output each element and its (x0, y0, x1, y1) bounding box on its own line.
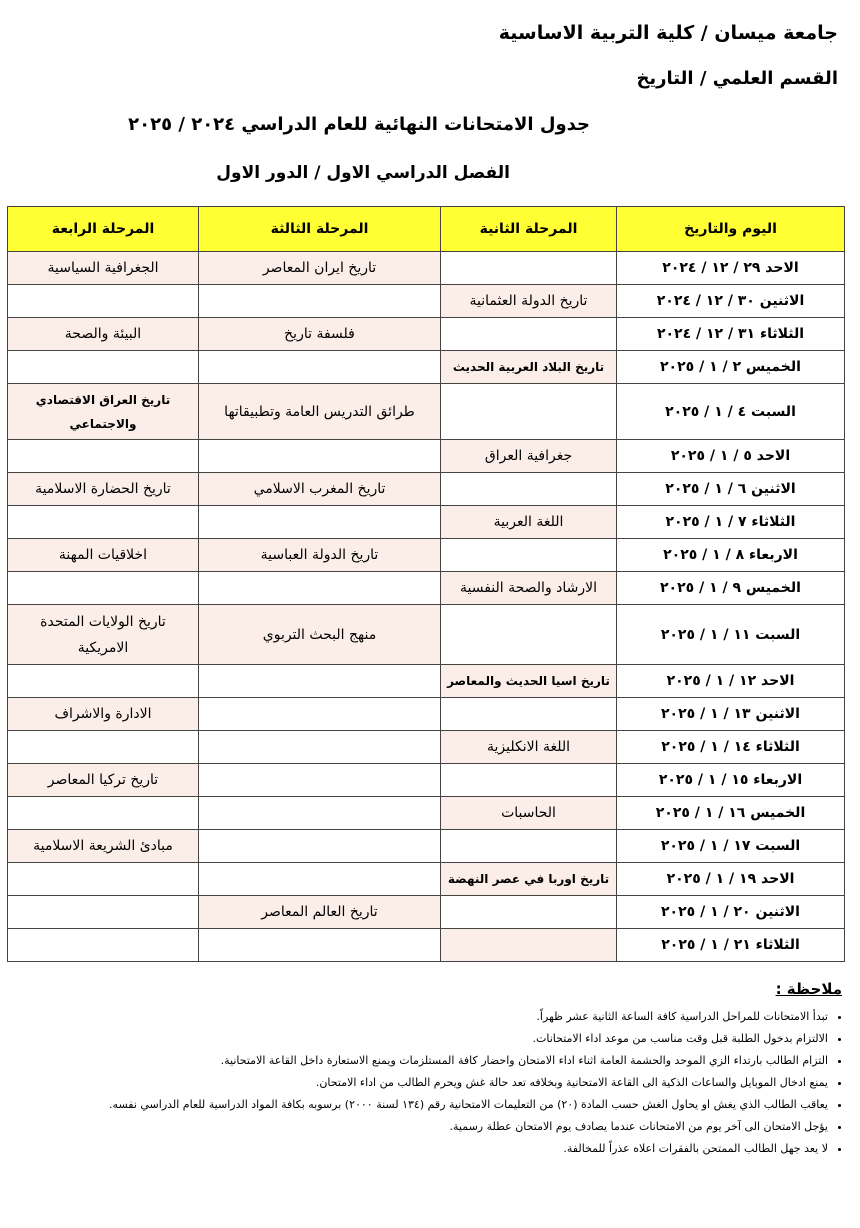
stage-3-cell: تاريخ المغرب الاسلامي (199, 473, 441, 506)
note-item: • التزام الطالب بارتداء الزي الموحد والحشمة العامة اثناء اداء الامتحان واحضار كافة المستلزمات ويمنع الاستعارة داخل القاعة الامتحانية. (16, 1050, 828, 1072)
stage-3-cell (199, 764, 441, 797)
day-cell: الاحد ٢٩ / ١٢ / ٢٠٢٤ (617, 252, 845, 285)
stage-4-cell (8, 929, 199, 962)
stage-2-cell (441, 384, 617, 440)
note-item: • يمنع ادخال الموبايل والساعات الذكية الى القاعة الامتحانية وبخلافه تعد حالة غش ويحرم الطالب من اداء الامتحان. (16, 1072, 828, 1094)
day-cell: الاثنين ٦ / ١ / ٢٠٢٥ (617, 473, 845, 506)
day-cell: الاربعاء ٨ / ١ / ٢٠٢٥ (617, 539, 845, 572)
stage-2-cell: تاريخ اوربا في عصر النهضة (441, 863, 617, 896)
notes-title: ملاحظة : (775, 980, 842, 998)
stage-2-cell: تاريخ البلاد العربية الحديث (441, 351, 617, 384)
stage-4-cell (8, 797, 199, 830)
stage-2-cell: اللغة الانكليزية (441, 731, 617, 764)
table-row (8, 731, 845, 764)
stage-4-cell (8, 440, 199, 473)
day-cell: الاحد ٥ / ١ / ٢٠٢٥ (617, 440, 845, 473)
stage-3-cell: تاريخ العالم المعاصر (199, 896, 441, 929)
table-row (8, 506, 845, 539)
column-header-stage-4: المرحلة الرابعة (8, 207, 199, 252)
table-row (8, 285, 845, 318)
stage-2-cell: الحاسبات (441, 797, 617, 830)
stage-2-cell (441, 252, 617, 285)
page-title: جدول الامتحانات النهائية للعام الدراسي ٢٠٢٤ / ٢٠٢٥ (128, 114, 590, 135)
day-cell: السبت ٤ / ١ / ٢٠٢٥ (617, 384, 845, 440)
stage-3-cell: تاريخ الدولة العباسية (199, 539, 441, 572)
day-cell: الثلاثاء ١٤ / ١ / ٢٠٢٥ (617, 731, 845, 764)
day-cell: الاربعاء ١٥ / ١ / ٢٠٢٥ (617, 764, 845, 797)
table-row (8, 929, 845, 962)
stage-2-cell (441, 896, 617, 929)
stage-2-cell (441, 929, 617, 962)
stage-2-cell: تاريخ الدولة العثمانية (441, 285, 617, 318)
stage-3-cell (199, 440, 441, 473)
stage-4-cell (8, 506, 199, 539)
stage-4-cell: تاريخ الحضارة الاسلامية (8, 473, 199, 506)
stage-4-cell: البيئة والصحة (8, 318, 199, 351)
stage-2-cell: الارشاد والصحة النفسية (441, 572, 617, 605)
day-cell: الاثنين ١٣ / ١ / ٢٠٢٥ (617, 698, 845, 731)
stage-2-cell (441, 830, 617, 863)
stage-2-cell (441, 473, 617, 506)
note-item: • الالتزام بدخول الطلبة قبل وقت مناسب من موعد اداء الامتحانات. (16, 1028, 828, 1050)
table-row (8, 764, 845, 797)
stage-3-cell (199, 665, 441, 698)
department-heading: القسم العلمي / التاريخ (636, 68, 838, 89)
stage-3-cell (199, 797, 441, 830)
stage-4-cell (8, 351, 199, 384)
table-row (8, 797, 845, 830)
stage-4-cell: الجغرافية السياسية (8, 252, 199, 285)
stage-4-cell: مبادئ الشريعة الاسلامية (8, 830, 199, 863)
table-header-row (8, 207, 845, 252)
day-cell: الاحد ١٩ / ١ / ٢٠٢٥ (617, 863, 845, 896)
table-row (8, 318, 845, 351)
column-header-stage-3: المرحلة الثالثة (199, 207, 441, 252)
table-row (8, 605, 845, 665)
day-cell: السبت ١١ / ١ / ٢٠٢٥ (617, 605, 845, 665)
stage-2-cell: تاريخ اسيا الحديث والمعاصر (441, 665, 617, 698)
table-row (8, 440, 845, 473)
stage-3-cell (199, 506, 441, 539)
stage-3-cell (199, 698, 441, 731)
stage-3-cell (199, 731, 441, 764)
term-heading: الفصل الدراسي الاول / الدور الاول (216, 163, 510, 183)
note-item: • يعاقب الطالب الذي يغش او يحاول الغش حسب المادة (٢٠) من التعليمات الامتحانية رقم (١٣٤ لسنة ٢٠٠٠) برسوبه بكافة المواد الدراسية للعام الدراسي نفسه. (16, 1094, 828, 1116)
stage-3-cell: منهج البحث التربوي (199, 605, 441, 665)
stage-2-cell: اللغة العربية (441, 506, 617, 539)
stage-2-cell (441, 764, 617, 797)
stage-3-cell: فلسفة تاريخ (199, 318, 441, 351)
table-row (8, 351, 845, 384)
note-item: • لا يعد جهل الطالب الممتحن بالفقرات اعلاه عذراً للمخالفة. (16, 1138, 828, 1160)
table-row (8, 384, 845, 440)
stage-4-cell (8, 665, 199, 698)
day-cell: الثلاثاء ٧ / ١ / ٢٠٢٥ (617, 506, 845, 539)
table-row (8, 665, 845, 698)
table-row (8, 473, 845, 506)
stage-3-cell (199, 830, 441, 863)
stage-3-cell (199, 351, 441, 384)
day-cell: الثلاثاء ٣١ / ١٢ / ٢٠٢٤ (617, 318, 845, 351)
day-cell: الاحد ١٢ / ١ / ٢٠٢٥ (617, 665, 845, 698)
university-heading: جامعة ميسان / كلية التربية الاساسية (498, 22, 838, 44)
table-row (8, 863, 845, 896)
notes-section (16, 980, 846, 1160)
stage-4-cell (8, 731, 199, 764)
stage-4-cell: تاريخ الولايات المتحدة الامريكية (8, 605, 199, 665)
stage-2-cell (441, 539, 617, 572)
stage-3-cell (199, 863, 441, 896)
day-cell: الثلاثاء ٢١ / ١ / ٢٠٢٥ (617, 929, 845, 962)
stage-2-cell (441, 698, 617, 731)
stage-3-cell (199, 285, 441, 318)
stage-4-cell: اخلاقيات المهنة (8, 539, 199, 572)
stage-4-cell (8, 285, 199, 318)
stage-3-cell (199, 929, 441, 962)
table-row (8, 896, 845, 929)
day-cell: الاثنين ٣٠ / ١٢ / ٢٠٢٤ (617, 285, 845, 318)
day-cell: الخميس ٢ / ١ / ٢٠٢٥ (617, 351, 845, 384)
stage-2-cell (441, 605, 617, 665)
table-row (8, 572, 845, 605)
stage-3-cell: تاريخ ايران المعاصر (199, 252, 441, 285)
stage-4-cell (8, 572, 199, 605)
table-row (8, 252, 845, 285)
stage-4-cell (8, 863, 199, 896)
day-cell: الخميس ٩ / ١ / ٢٠٢٥ (617, 572, 845, 605)
table-row (8, 698, 845, 731)
stage-4-cell: الادارة والاشراف (8, 698, 199, 731)
stage-4-cell: تاريخ تركيا المعاصر (8, 764, 199, 797)
column-header-stage-2: المرحلة الثانية (441, 207, 617, 252)
exam-schedule-table (7, 206, 845, 962)
stage-4-cell (8, 896, 199, 929)
stage-2-cell (441, 318, 617, 351)
stage-4-cell: تاريخ العراق الاقتصادي والاجتماعي (8, 384, 199, 440)
day-cell: السبت ١٧ / ١ / ٢٠٢٥ (617, 830, 845, 863)
day-cell: الاثنين ٢٠ / ١ / ٢٠٢٥ (617, 896, 845, 929)
column-header-day: اليوم والتاريخ (617, 207, 845, 252)
stage-3-cell: طرائق التدريس العامة وتطبيقاتها (199, 384, 441, 440)
table-row (8, 539, 845, 572)
day-cell: الخميس ١٦ / ١ / ٢٠٢٥ (617, 797, 845, 830)
table-row (8, 830, 845, 863)
note-item: • يؤجل الامتحان الى آخر يوم من الامتحانات عندما يصادف يوم الامتحان عطلة رسمية. (16, 1116, 828, 1138)
note-item: • تبدأ الامتحانات للمراحل الدراسية كافة الساعة الثانية عشر ظهراً. (16, 1006, 828, 1028)
notes-list (16, 1006, 846, 1160)
stage-2-cell: جغرافية العراق (441, 440, 617, 473)
stage-3-cell (199, 572, 441, 605)
